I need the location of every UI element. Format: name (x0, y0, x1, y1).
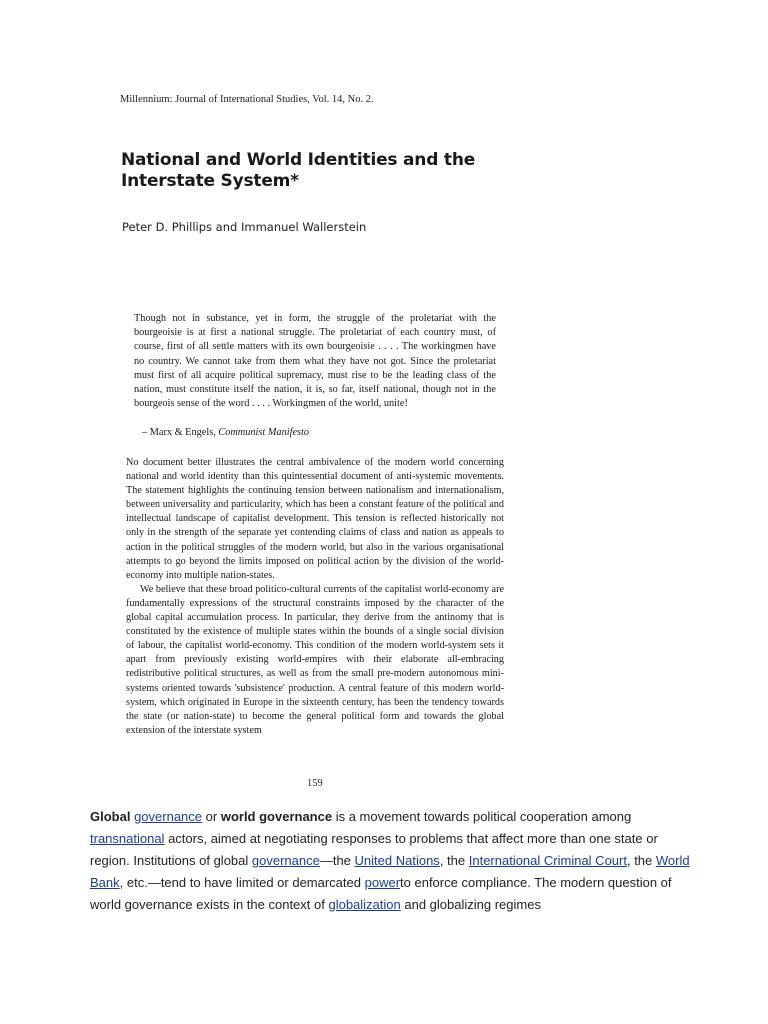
text-span: and globalizing regimes (400, 897, 541, 912)
description-text (90, 806, 690, 916)
text-span: —the (319, 853, 355, 868)
epigraph-quote: Though not in substance, yet in form, the struggle of the proletariat with the bourgeoisie is at first a national struggle. The proletariat of each country must, of course, first of all settle matters with its own bourgeoisie . . . . The workingmen have no country. We cannot take from them what they have not got. Since the proletariat must first of all acquire political supremacy, must rise to be the leading class of the nation, must constitute itself the nation, it is, so far, itself national, though not in the bourgeois sense of the word . . . . Workingmen of the world, unite! (134, 313, 496, 410)
article-authors: Peter D. Phillips and Immanuel Wallerstein (122, 220, 367, 234)
page-number: 159 (307, 778, 323, 789)
link-united-nations[interactable]: United Nations (354, 853, 440, 868)
body-paragraph: No document better illustrates the central ambivalence of the modern world concerning national and world identity than this quintessential document of anti-systemic movements. The statement highlights the continuing tension between nationalism and internationalism, between universality and particularity, which has been a constant feature of the political and intellectual landscape of capitalist development. This tension is reflected historically not only in the strength of the separate yet contending claims of class and nation as appeals to action in the political struggles of the modern world, but also in the various organisational attempts to go beyond the limits imposed on political action by the division of the world-economy into multiple nation-states. (126, 457, 504, 581)
term-world-governance: world governance (220, 809, 333, 824)
link-globalization[interactable]: globalization (328, 897, 401, 912)
term-global: Global (90, 809, 131, 824)
link-governance-2[interactable]: governance (251, 853, 320, 868)
attribution-author: – Marx & Engels, (142, 427, 219, 438)
body-paragraph: We believe that these broad politico-cultural currents of the capitalist world-economy are fundamentally expressions of the structural constraints imposed by the character of the global capital accumulation process. In particular, they derive from the antinomy that is constituted by the existence of multiple states within the bounds of a single social division of labour, the capitalist world-economy. This condition of the modern world-system sets it apart from previously existing world-empires with their elaborate all-embracing redistributive political structures, as well as from the small pre-modern autonomous mini-systems oriented towards 'subsistence' production. A central feature of this modern world-system, which originated in Europe in the sixteenth century, has been the tendency towards the state (or nation-state) to become the general political form and towards the global extension of the interstate system (126, 583, 504, 736)
link-governance[interactable]: governance (134, 809, 203, 824)
journal-citation: Millennium: Journal of International Studies, Vol. 14, No. 2. (120, 94, 374, 105)
attribution-work: Communist Manifesto (218, 427, 310, 438)
text-span: , the (439, 853, 469, 868)
link-power[interactable]: power (364, 875, 401, 890)
text-span: actors, aimed at negotiating responses to problems that affect more than one state or region. Institutions of global (90, 831, 658, 868)
link-transnational[interactable]: transnational (90, 831, 165, 846)
text-span: , the (626, 853, 656, 868)
text-span: or (202, 809, 221, 824)
epigraph-attribution (142, 427, 309, 438)
link-international-criminal-court[interactable]: International Criminal Court (468, 853, 627, 868)
article-body (126, 456, 504, 738)
article-title: National and World Identities and the Interstate System* (121, 150, 476, 191)
text-span: , etc.—tend to have limited or demarcated (119, 875, 365, 890)
text-span: is a movement towards political cooperation among (332, 809, 632, 824)
link-world-bank[interactable]: World Bank (90, 853, 690, 890)
text-span: to enforce compliance. The modern question of world governance exists in the context of (90, 875, 672, 912)
